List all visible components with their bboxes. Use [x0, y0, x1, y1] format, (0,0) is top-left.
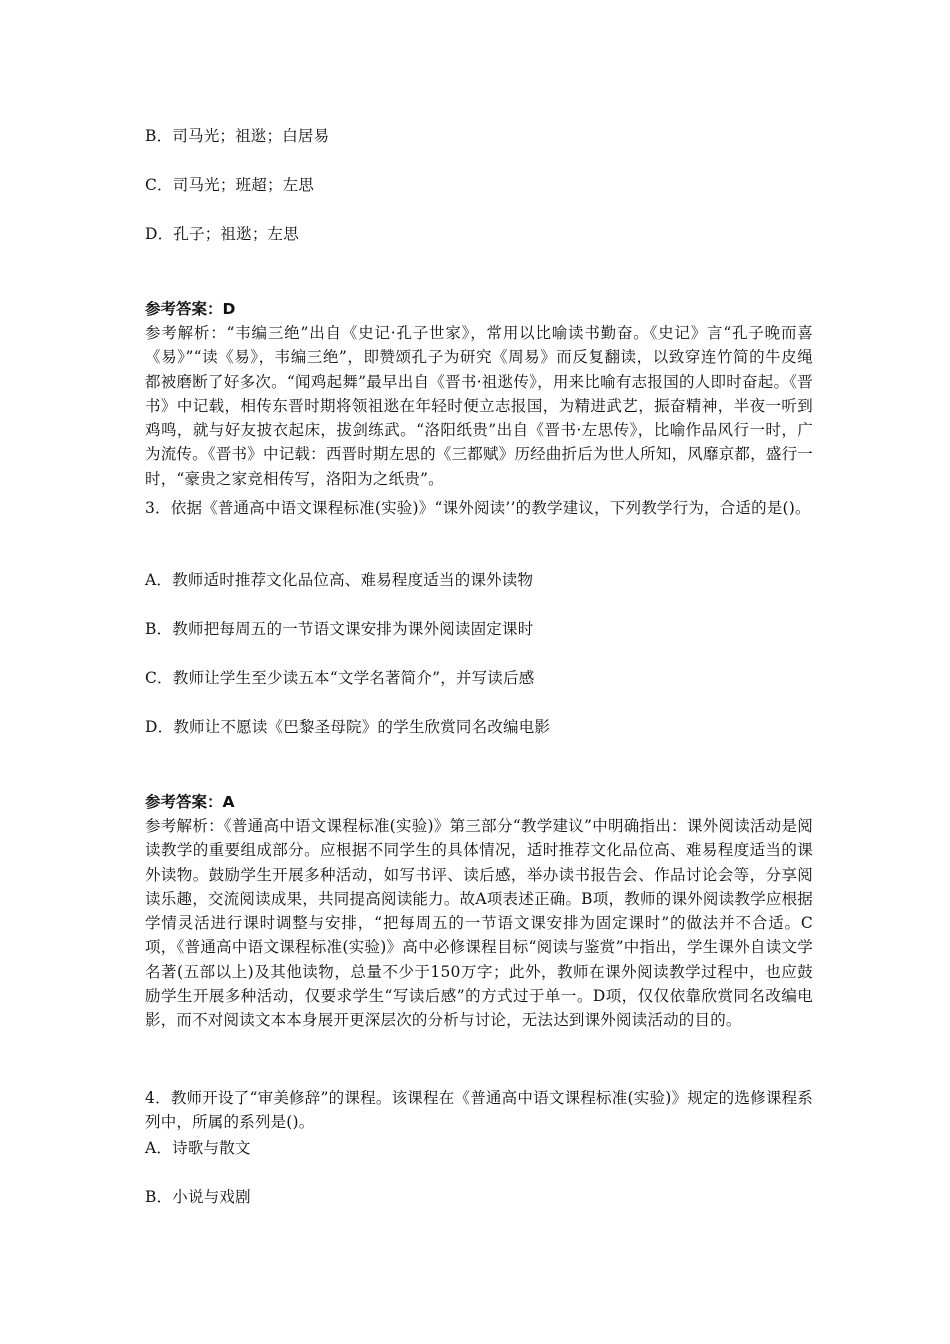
q2-option-c: C．司马光；班超；左思 — [145, 176, 315, 194]
q2-option-d: D．孔子；祖逖；左思 — [145, 225, 299, 243]
q2-answer: 参考答案：D — [145, 300, 236, 318]
q2-option-b: B．司马光；祖逖；白居易 — [145, 127, 330, 145]
q3-stem: 3．依据《普通高中语文课程标准(实验)》“课外阅读’’的教学建议，下列教学行为，合适的是()。 — [145, 499, 811, 517]
q3-option-b: B．教师把每周五的一节语文课安排为课外阅读固定课时 — [145, 620, 534, 638]
q3-answer: 参考答案：A — [145, 793, 235, 811]
q3-option-a: A．教师适时推荐文化品位高、难易程度适当的课外读物 — [145, 571, 534, 589]
q3-option-d: D．教师让不愿读《巴黎圣母院》的学生欣赏同名改编电影 — [145, 718, 551, 736]
q4-option-b: B．小说与戏剧 — [145, 1188, 251, 1206]
q2-analysis: 参考解析：“韦编三绝”出自《史记·孔子世家》，常用以比喻读书勤奋。《史记》言“孔子晚而喜《易》”“读《易》，韦编三绝”，即赞颂孔子为研究《周易》而反复翻读，以致穿连竹简的牛皮绳都被磨断了好多次。“闻鸡起舞”最早出自《晋书·祖逖传》，用来比喻有志报国的人即时奋起。《晋书》中记载，相传东晋时期将领祖逖在年轻时便立志报国，为精进武艺，振奋精神，半夜一听到鸡鸣，就与好友披衣起床，拔剑练武。“洛阳纸贵”出自《晋书·左思传》，比喻作品风行一时，广为流传。《晋书》中记载：西晋时期左思的《三都赋》历经曲折后为世人所知，风靡京都，盛行一时，“豪贵之家竞相传写，洛阳为之纸贵”。 — [145, 324, 813, 488]
q3-analysis: 参考解析：《普通高中语文课程标准(实验)》第三部分“教学建议”中明确指出：课外阅读活动是阅读教学的重要组成部分。应根据不同学生的具体情况，适时推荐文化品位高、难易程度适当的课外读物。鼓励学生开展多种活动，如写书评、读后感，举办读书报告会、作品讨论会等，分享阅读乐趣，交流阅读成果，共同提高阅读能力。故A项表述正确。B项，教师的课外阅读教学应根据学情灵活进行课时调整与安排，“把每周五的一节语文课安排为固定课时”的做法并不合适。C项，《普通高中语文课程标准(实验)》高中必修课程目标“阅读与鉴赏”中指出，学生课外自读文学名著(五部以上)及其他读物，总量不少于150万字；此外，教师在课外阅读教学过程中，也应鼓励学生开展多种活动，仅要求学生“写读后感”的方式过于单一。D项，仅仅依靠欣赏同名改编电影，而不对阅读文本本身展开更深层次的分析与讨论，无法达到课外阅读活动的目的。 — [145, 817, 813, 1030]
q4-option-a: A．诗歌与散文 — [145, 1139, 251, 1157]
q4-stem: 4．教师开设了“审美修辞”的课程。该课程在《普通高中语文课程标准(实验)》规定的选修课程系列中，所属的系列是()。 — [145, 1089, 813, 1132]
q3-option-c: C．教师让学生至少读五本“文学名著简介”，并写读后感 — [145, 669, 535, 687]
